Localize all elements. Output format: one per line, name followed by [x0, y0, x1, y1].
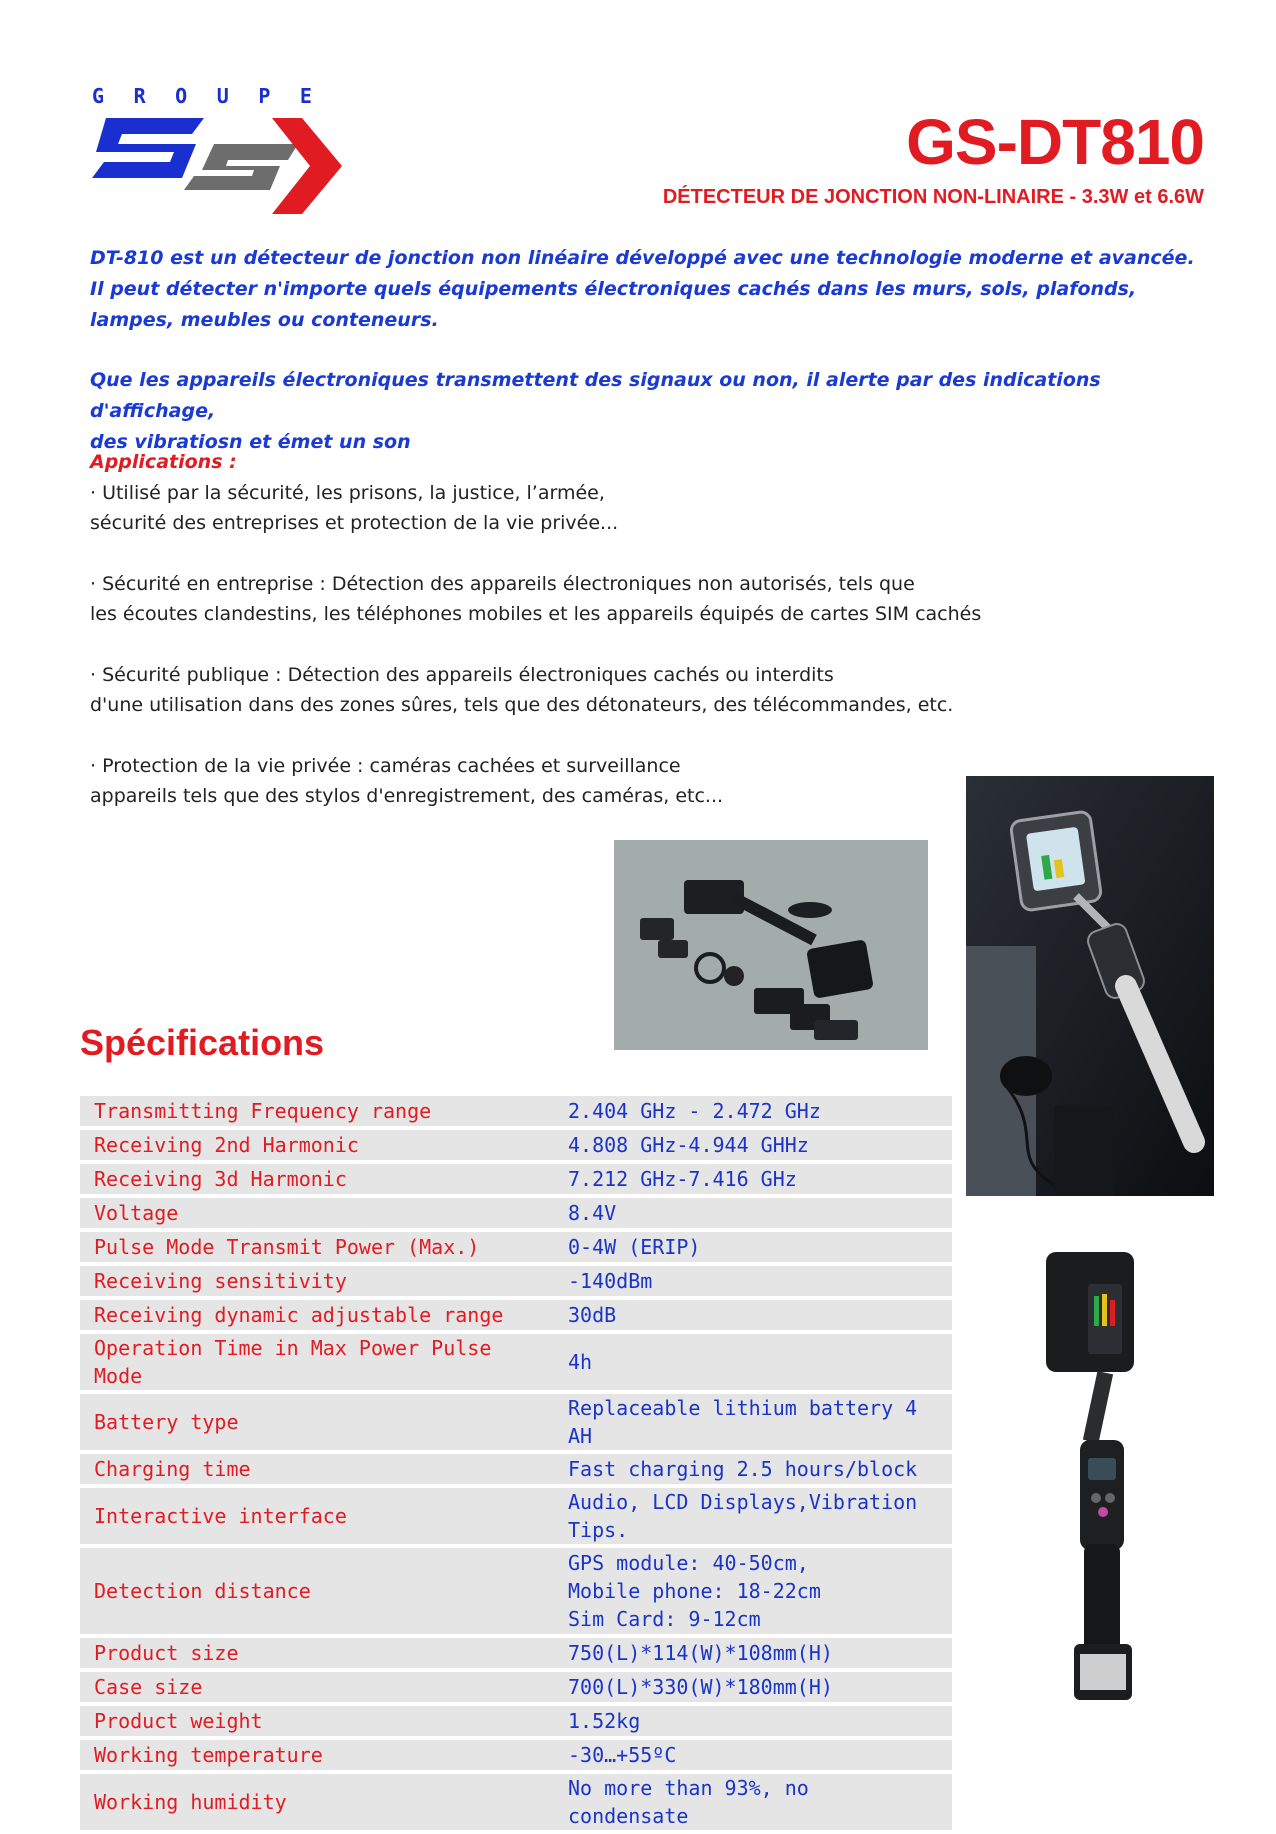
spec-value-line: 7.212 GHz-7.416 GHz: [568, 1167, 797, 1191]
spec-label: Working humidity: [80, 1774, 554, 1830]
spec-value-line: 750(L)*114(W)*108mm(H): [568, 1641, 833, 1665]
spec-value-line: 4.808 GHz-4.944 GHHz: [568, 1133, 809, 1157]
spec-value: [554, 1548, 952, 1634]
table-row: [80, 1232, 952, 1262]
table-row: [80, 1096, 952, 1126]
spec-value: [554, 1488, 952, 1544]
spec-value-line: 8.4V: [568, 1201, 617, 1225]
spec-value: [554, 1096, 952, 1126]
spec-label: Voltage: [80, 1198, 554, 1228]
spec-value: [554, 1266, 952, 1296]
spec-value-line: Replaceable lithium battery 4 AH: [568, 1396, 918, 1448]
spec-value-line: GPS module: 40-50cm,: [568, 1551, 809, 1575]
logo-letter: R: [133, 84, 146, 108]
groupe-ssi-logo: [92, 84, 342, 214]
table-row: [80, 1706, 952, 1736]
spec-value: [554, 1706, 952, 1736]
application-item: [90, 751, 1050, 812]
applications-section: [90, 447, 1050, 842]
intro-line: Il peut détecter n'importe quels équipements électroniques cachés dans les murs, sols, plafonds,: [90, 278, 1137, 300]
spec-value: [554, 1130, 952, 1160]
spec-label: Receiving 3d Harmonic: [80, 1164, 554, 1194]
kit-photo: [614, 840, 928, 1050]
logo-letter: O: [175, 84, 188, 108]
spec-label: Transmitting Frequency range: [80, 1096, 554, 1126]
spec-label: Receiving dynamic adjustable range: [80, 1300, 554, 1330]
table-row: [80, 1334, 952, 1390]
spec-value-line: Audio, LCD Displays,Vibration Tips.: [568, 1490, 918, 1542]
spec-value-line: Sim Card: 9-12cm: [568, 1607, 761, 1631]
spec-value: [554, 1454, 952, 1484]
logo-letter: G: [92, 84, 105, 108]
logo-letter: U: [216, 84, 229, 108]
spec-value-line: -30…+55ºC: [568, 1743, 677, 1767]
table-row: [80, 1638, 952, 1668]
spec-value: [554, 1774, 952, 1830]
logo-letter: E: [299, 84, 312, 108]
spec-label: Detection distance: [80, 1548, 554, 1634]
spec-value-line: No more than 93%, no condensate: [568, 1776, 809, 1828]
spec-label: Case size: [80, 1672, 554, 1702]
spec-label: Interactive interface: [80, 1488, 554, 1544]
application-line: sécurité des entreprises et protection de la vie privée...: [90, 512, 619, 534]
spec-label: Battery type: [80, 1394, 554, 1450]
product-subtitle: DÉTECTEUR DE JONCTION NON-LINAIRE - 3.3W et 6.6W: [662, 186, 1204, 208]
spec-value-line: 2.404 GHz - 2.472 GHz: [568, 1099, 821, 1123]
intro-paragraph: [90, 365, 1220, 458]
specifications-table: [80, 1092, 952, 1834]
spec-label: Charging time: [80, 1454, 554, 1484]
device-photo: [1040, 1244, 1160, 1706]
spec-value: [554, 1232, 952, 1262]
ssi-logo-mark-icon: [92, 118, 342, 214]
table-row: [80, 1130, 952, 1160]
spec-value-line: Mobile phone: 18-22cm: [568, 1579, 821, 1603]
application-line: · Sécurité en entreprise : Détection des appareils électroniques non autorisés, tels que: [90, 572, 915, 595]
spec-value-line: 0-4W (ERIP): [568, 1235, 701, 1259]
spec-value: [554, 1740, 952, 1770]
spec-value-line: Fast charging 2.5 hours/block: [568, 1457, 918, 1481]
spec-label: Product weight: [80, 1706, 554, 1736]
spec-value-line: 1.52kg: [568, 1709, 641, 1733]
table-row: [80, 1774, 952, 1830]
spec-value-line: 700(L)*330(W)*180mm(H): [568, 1675, 833, 1699]
table-row: [80, 1300, 952, 1330]
spec-value-line: -140dBm: [568, 1269, 653, 1293]
application-item: [90, 478, 1050, 539]
application-line: les écoutes clandestins, les téléphones mobiles et les appareils équipés de cartes SIM cachés: [90, 603, 982, 625]
table-row: [80, 1548, 952, 1634]
application-line: d'une utilisation dans des zones sûres, tels que des détonateurs, des télécommandes, etc.: [90, 694, 954, 716]
intro-paragraph: [90, 243, 1220, 336]
application-line: · Protection de la vie privée : caméras cachées et surveillance: [90, 754, 681, 777]
table-row: [80, 1488, 952, 1544]
product-title: GS-DT810: [906, 106, 1204, 178]
table-row: [80, 1672, 952, 1702]
applications-heading: Applications :: [90, 451, 237, 473]
spec-value: [554, 1394, 952, 1450]
intro-line: lampes, meubles ou conteneurs.: [90, 309, 439, 331]
spec-value-line: 4h: [568, 1350, 593, 1374]
spec-label: Pulse Mode Transmit Power (Max.): [80, 1232, 554, 1262]
application-line: appareils tels que des stylos d'enregistrement, des caméras, etc...: [90, 785, 724, 807]
logo-letter: P: [258, 84, 271, 108]
table-row: [80, 1740, 952, 1770]
spec-label: Receiving sensitivity: [80, 1266, 554, 1296]
intro-line: DT-810 est un détecteur de jonction non linéaire développé avec une technologie moderne et avancée.: [90, 247, 1195, 269]
application-line: · Sécurité publique : Détection des appareils électroniques cachés ou interdits: [90, 663, 834, 686]
device-in-use-photo: [966, 776, 1214, 1196]
table-row: [80, 1454, 952, 1484]
application-item: [90, 660, 1050, 721]
spec-value: [554, 1638, 952, 1668]
application-item: [90, 569, 1050, 630]
spec-value-line: 30dB: [568, 1303, 617, 1327]
table-row: [80, 1266, 952, 1296]
spec-value: [554, 1334, 952, 1390]
table-row: [80, 1394, 952, 1450]
spec-value: [554, 1672, 952, 1702]
spec-value: [554, 1164, 952, 1194]
specifications-heading: Spécifications: [80, 1022, 325, 1063]
table-row: [80, 1164, 952, 1194]
spec-label: Receiving 2nd Harmonic: [80, 1130, 554, 1160]
intro-line: Que les appareils électroniques transmettent des signaux ou non, il alerte par des indications d'affichage,: [90, 369, 1101, 422]
table-row: [80, 1198, 952, 1228]
spec-label: Product size: [80, 1638, 554, 1668]
intro-line: des vibratiosn et émet un son: [90, 431, 411, 453]
logo-wordmark: [92, 84, 312, 108]
spec-value: [554, 1300, 952, 1330]
spec-label: Working temperature: [80, 1740, 554, 1770]
application-line: · Utilisé par la sécurité, les prisons, la justice, l’armée,: [90, 481, 605, 504]
spec-value: [554, 1198, 952, 1228]
spec-label: Operation Time in Max Power Pulse Mode: [80, 1334, 554, 1390]
